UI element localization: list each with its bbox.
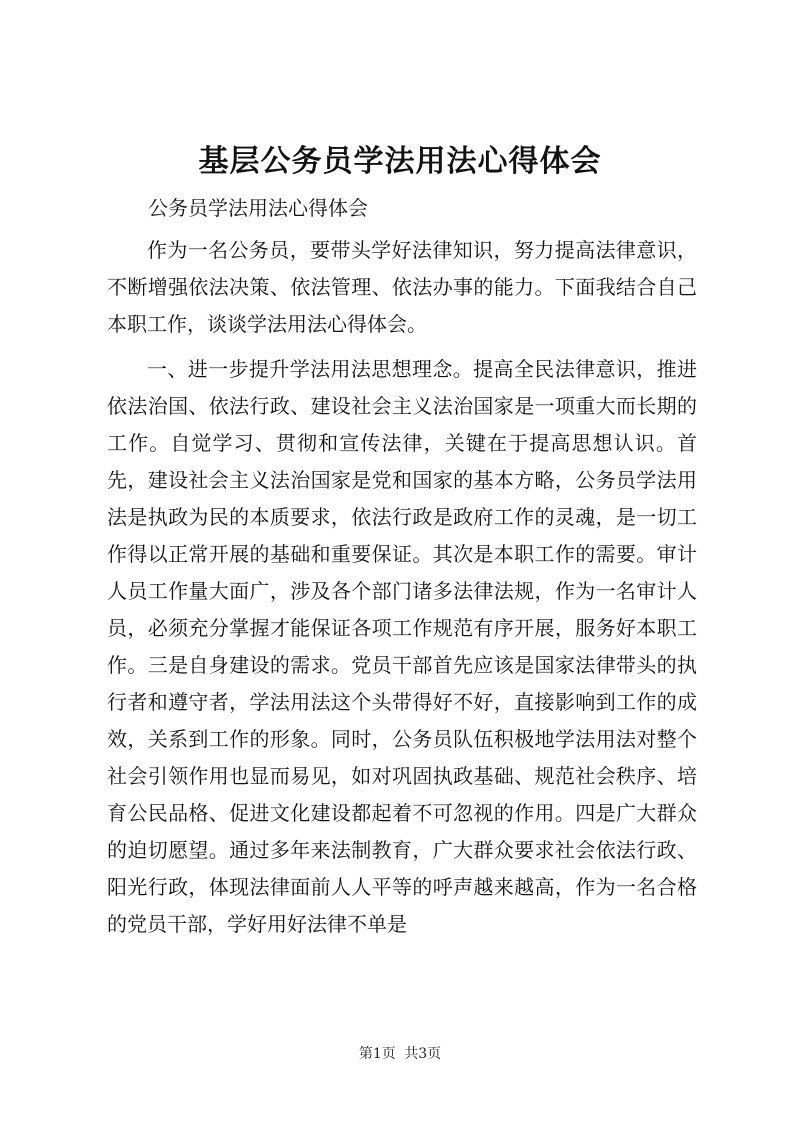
document-title: 基层公务员学法用法心得体会 bbox=[198, 144, 602, 179]
body-paragraph: 一、进一步提升学法用法思想理念。提高全民法律意识，推进依法治国、依法行政、建设社会主义法治国家是一项重大而长期的工作。自觉学习、贯彻和宣传法律，关键在于提高思想认识。首先，建设社会主义法治国家是党和国家的基本方略，公务员学法用法是执政为民的本质要求，依法行政是政府工作的灵魂，是一切工作得以正常开展的基础和重要保证。其次是本职工作的需要。审计人员工作量大面广，涉及各个部门诸多法律法规，作为一名审计人员，必须充分掌握才能保证各项工作规范有序开展，服务好本职工作。三是自身建设的需求。党员干部首先应该是国家法律带头的执行者和遵守者，学法用法这个头带得好不好，直接影响到工作的成效，关系到工作的形象。同时，公务员队伍积极地学法用法对整个社会引领作用也显而易见，如对巩固执政基础、规范社会秩序、培育公民品格、促进文化建设都起着不可忽视的作用。四是广大群众的迫切愿望。通过多年来法制教育，广大群众要求社会依法行政、阳光行政，体现法律面前人人平等的呼声越来越高，作为一名合格的党员干部，学好用好法律不单是 bbox=[107, 357, 697, 936]
body-paragraph: 作为一名公务员，要带头学好法律知识，努力提高法律意识，不断增强依法决策、依法管理、依法办事的能力。下面我结合自己本职工作，谈谈学法用法心得体会。 bbox=[107, 238, 697, 336]
page-footer bbox=[0, 1044, 800, 1064]
document-subtitle: 公务员学法用法心得体会 bbox=[148, 196, 368, 220]
page-total: 共3页 bbox=[404, 1046, 442, 1062]
page-number: 第1页 bbox=[358, 1046, 396, 1062]
